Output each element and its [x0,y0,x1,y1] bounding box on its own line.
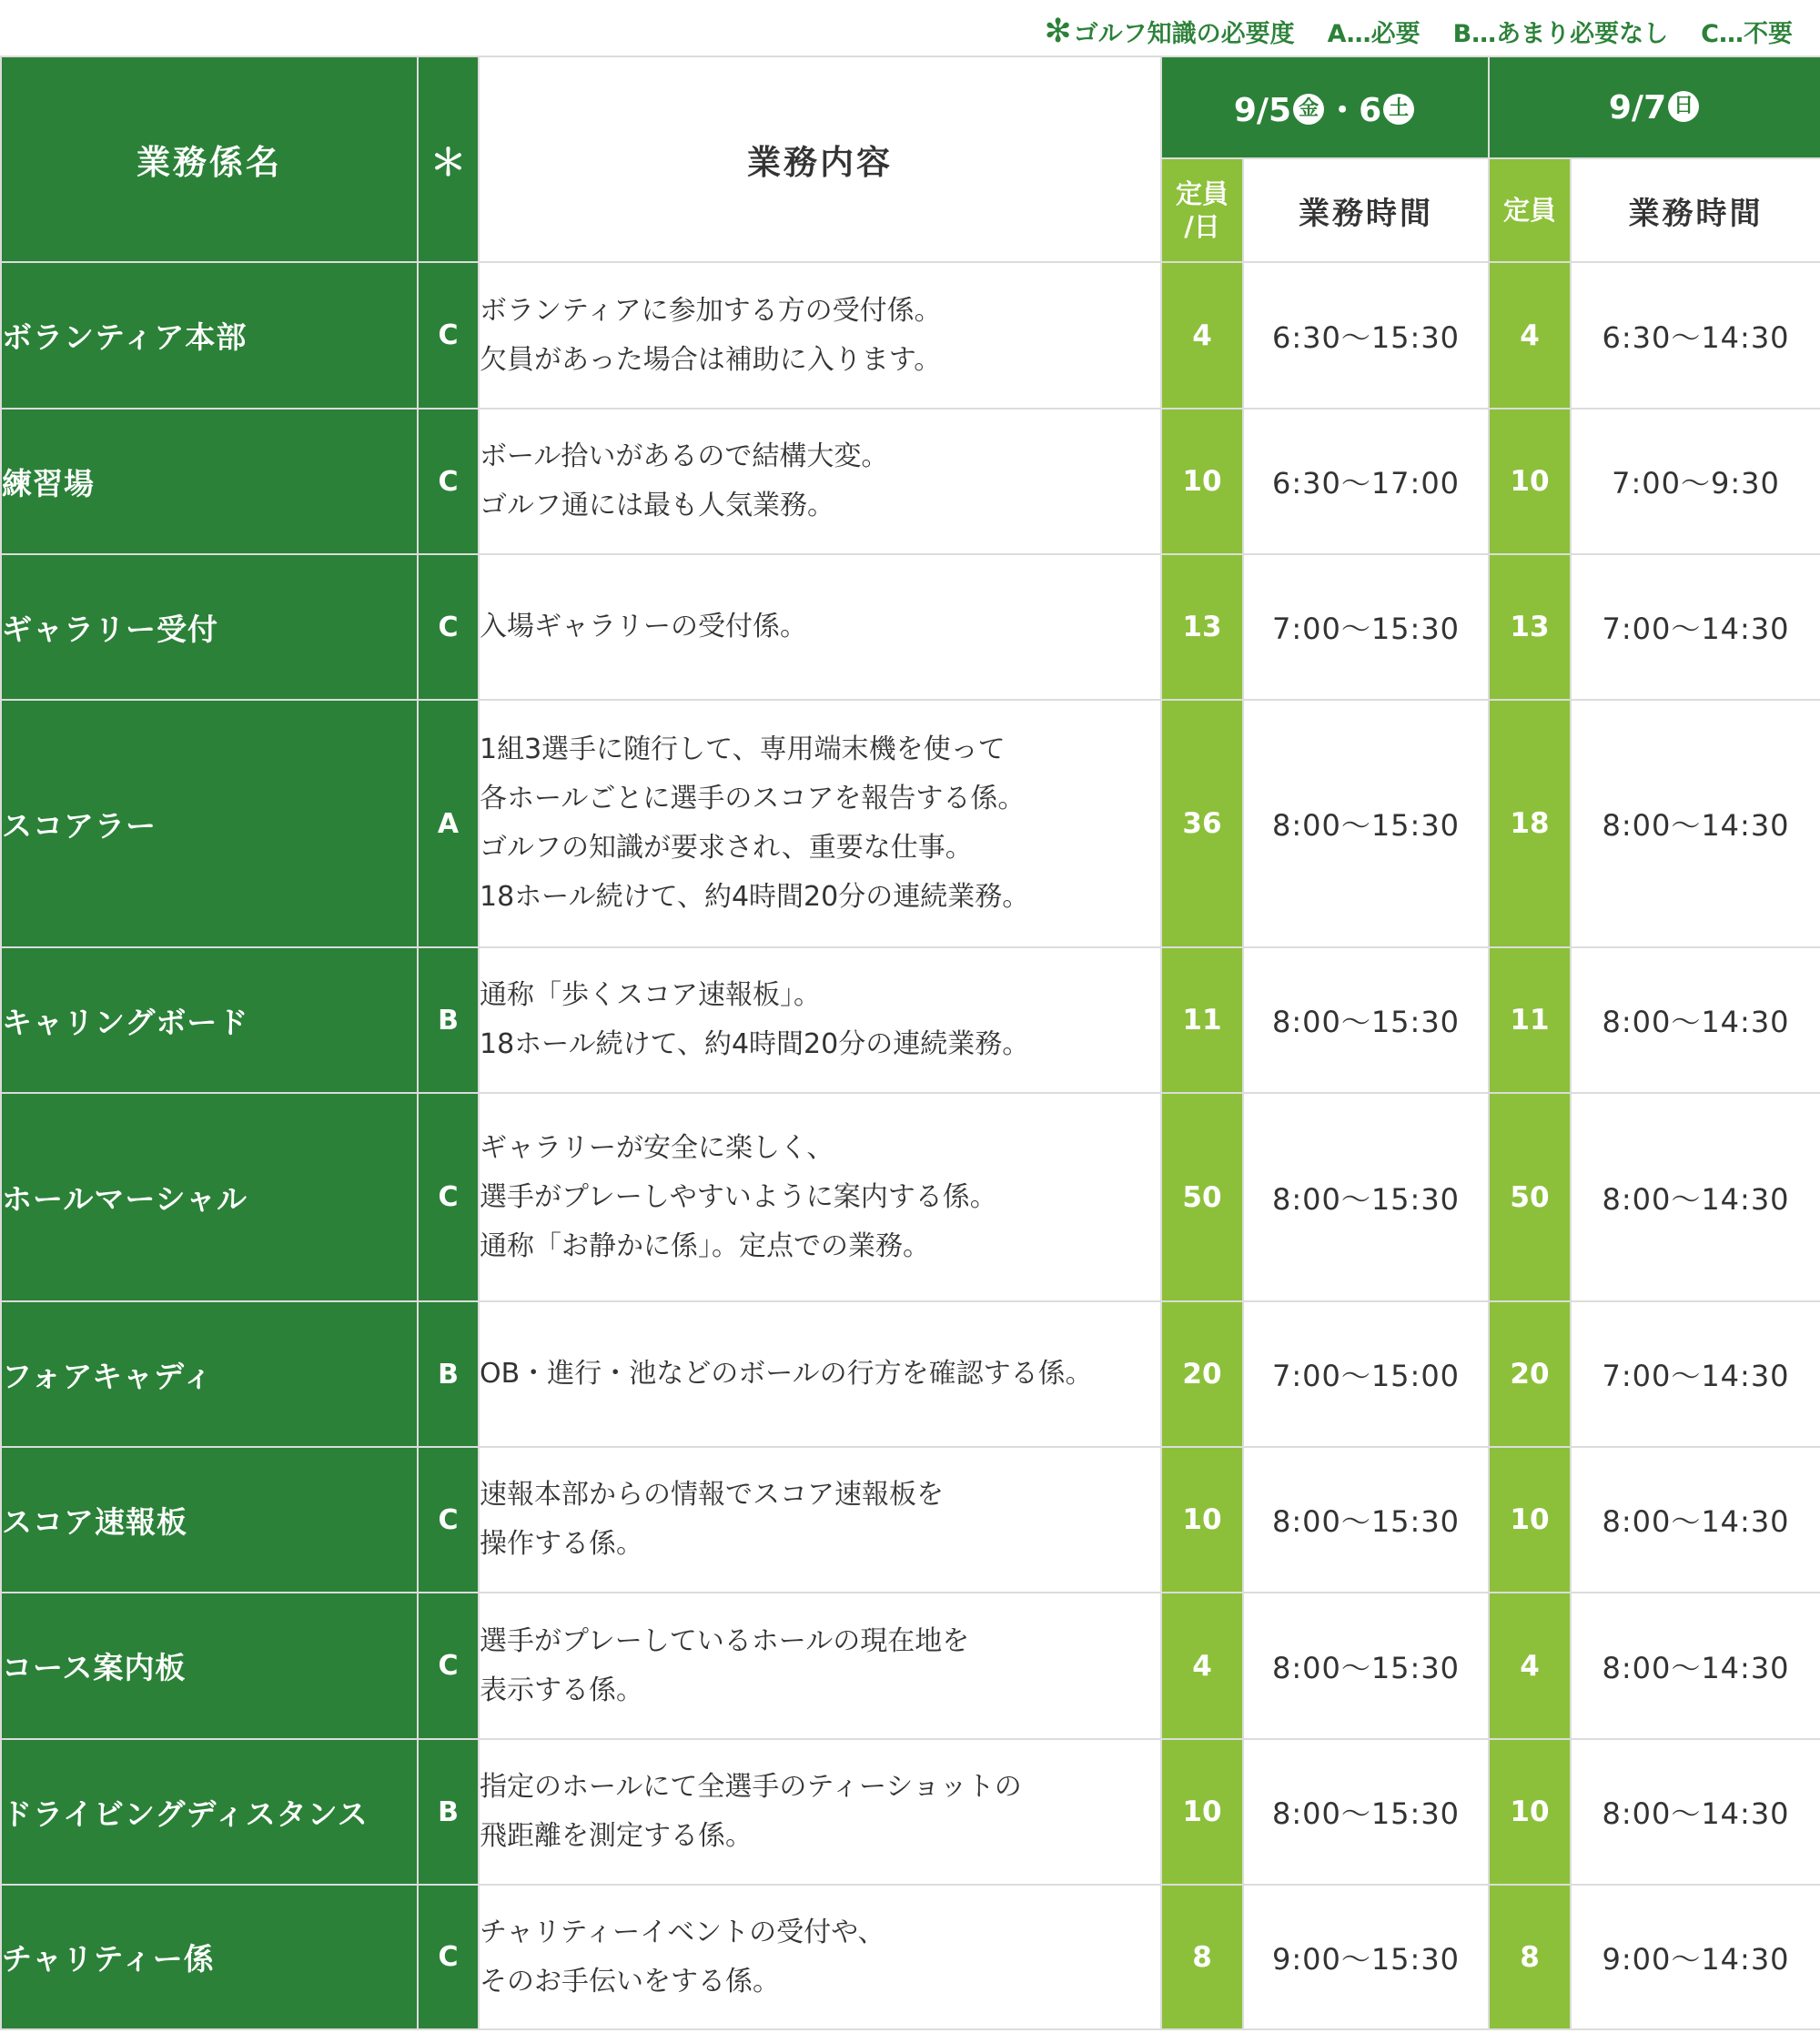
capacity-1: 8 [1161,1885,1243,2029]
capacity-1-line-1: 定員 [1175,177,1228,209]
capacity-1: 50 [1161,1093,1243,1301]
capacity-2: 10 [1489,409,1571,554]
role-description [479,554,1161,700]
time-1: 8:00～15:30 [1243,947,1489,1093]
role-name: スコア速報板 [1,1447,418,1593]
description-line: 通称「歩くスコア速報板」。 [480,979,821,1011]
description-line: 表示する係。 [480,1674,643,1706]
description-line: OB・進行・池などのボールの行方を確認する係。 [480,1358,1093,1390]
table-row [1,409,1820,554]
capacity-1: 10 [1161,1447,1243,1593]
header-capacity-1 [1161,158,1243,262]
description-line: ボール拾いがあるので結構大変。 [480,440,889,472]
capacity-2: 11 [1489,947,1571,1093]
description-line: 18ホール続けて、約4時間20分の連続業務。 [480,1028,1030,1060]
description-line: チャリティーイベントの受付や、 [480,1916,885,1948]
volunteer-roles-table [0,56,1820,2030]
capacity-2: 8 [1489,1885,1571,2029]
header-capacity-2: 定員 [1489,158,1571,262]
capacity-1: 10 [1161,1739,1243,1885]
description-line: 選手がプレーしているホールの現在地を [480,1624,970,1657]
time-2: 8:00～14:30 [1571,700,1820,947]
date-1-mid: ・6 [1326,91,1382,129]
knowledge-level: B [418,1739,479,1885]
description-line: ゴルフの知識が要求され、重要な仕事。 [480,832,973,864]
time-1: 6:30～15:30 [1243,262,1489,409]
friday-badge: 金 [1293,94,1324,125]
date-1-text: 9/5 [1233,91,1292,129]
table-row [1,1447,1820,1593]
time-2: 8:00～14:30 [1571,1093,1820,1301]
role-description [479,1885,1161,2029]
description-line: 速報本部からの情報でスコア速報板を [480,1479,944,1511]
role-description [479,1093,1161,1301]
capacity-1: 10 [1161,409,1243,554]
description-line: 操作する係。 [480,1528,643,1560]
asterisk-icon: ✻ [1044,12,1072,50]
knowledge-level: C [418,262,479,409]
time-2: 7:00～9:30 [1571,409,1820,554]
capacity-1: 36 [1161,700,1243,947]
header-date-2 [1489,56,1820,158]
capacity-1: 4 [1161,262,1243,409]
description-line: 飛距離を測定する係。 [480,1820,753,1852]
header-time-1: 業務時間 [1243,158,1489,262]
role-name: キャリングボード [1,947,418,1093]
capacity-2: 4 [1489,262,1571,409]
description-line: 入場ギャラリーの受付係。 [480,611,807,642]
legend-b: B…あまり必要なし [1452,19,1669,48]
time-2: 8:00～14:30 [1571,1739,1820,1885]
description-line: 指定のホールにて全選手のティーショットの [480,1771,1022,1803]
role-description [479,1593,1161,1739]
knowledge-level: C [418,1447,479,1593]
role-name: コース案内板 [1,1593,418,1739]
capacity-2: 13 [1489,554,1571,700]
time-1: 7:00～15:00 [1243,1301,1489,1447]
role-name: ドライビングディスタンス [1,1739,418,1885]
table-row [1,1739,1820,1885]
table-row [1,1593,1820,1739]
capacity-1: 13 [1161,554,1243,700]
table-row [1,1885,1820,2029]
table-row [1,262,1820,409]
description-line: 通称「お静かに係」。定点での業務。 [480,1229,930,1262]
table-row [1,947,1820,1093]
legend-a: A…必要 [1327,19,1421,48]
table-row [1,700,1820,947]
description-line: ボランティアに参加する方の受付係。 [480,294,942,327]
capacity-1-line-2: /日 [1184,211,1220,242]
knowledge-level: B [418,947,479,1093]
time-2: 8:00～14:30 [1571,1447,1820,1593]
legend-title [1045,13,1295,50]
description-line: ゴルフ通には最も人気業務。 [480,490,834,521]
role-name: ボランティア本部 [1,262,418,409]
legend-title-text: ゴルフ知識の必要度 [1073,19,1295,48]
description-line: 欠員があった場合は補助に入ります。 [480,343,942,376]
role-name: ホールマーシャル [1,1093,418,1301]
time-1: 8:00～15:30 [1243,1739,1489,1885]
time-1: 9:00～15:30 [1243,1885,1489,2029]
role-description [479,1301,1161,1447]
time-1: 6:30～17:00 [1243,409,1489,554]
capacity-2: 18 [1489,700,1571,947]
knowledge-level: C [418,409,479,554]
knowledge-level: C [418,1593,479,1739]
role-description [479,700,1161,947]
time-2: 7:00～14:30 [1571,554,1820,700]
header-knowledge: ＊ [418,56,479,262]
saturday-badge: 土 [1383,94,1414,125]
time-2: 6:30～14:30 [1571,262,1820,409]
role-name: スコアラー [1,700,418,947]
knowledge-level: A [418,700,479,947]
role-description [479,1447,1161,1593]
time-2: 7:00～14:30 [1571,1301,1820,1447]
knowledge-level: C [418,554,479,700]
legend [1045,13,1794,49]
role-description [479,947,1161,1093]
description-line: 1組3選手に随行して、専用端末機を使って [480,733,1006,765]
table-row [1,1301,1820,1447]
role-description [479,262,1161,409]
knowledge-level: C [418,1885,479,2029]
time-1: 8:00～15:30 [1243,700,1489,947]
capacity-2: 4 [1489,1593,1571,1739]
role-name: ギャラリー受付 [1,554,418,700]
role-name: チャリティー係 [1,1885,418,2029]
role-description [479,409,1161,554]
time-1: 8:00～15:30 [1243,1093,1489,1301]
capacity-1: 11 [1161,947,1243,1093]
time-2: 8:00～14:30 [1571,1593,1820,1739]
role-name: フォアキャディ [1,1301,418,1447]
header-role-name: 業務係名 [1,56,418,262]
date-2-text: 9/7 [1608,88,1667,126]
header-content: 業務内容 [479,56,1161,262]
time-2: 9:00～14:30 [1571,1885,1820,2029]
header-date-1 [1161,56,1489,158]
capacity-2: 10 [1489,1739,1571,1885]
role-description [479,1739,1161,1885]
time-2: 8:00～14:30 [1571,947,1820,1093]
capacity-2: 20 [1489,1301,1571,1447]
description-line: 各ホールごとに選手のスコアを報告する係。 [480,783,1026,814]
header-time-2: 業務時間 [1571,158,1820,262]
time-1: 8:00～15:30 [1243,1593,1489,1739]
capacity-1: 20 [1161,1301,1243,1447]
knowledge-level: B [418,1301,479,1447]
table-row [1,554,1820,700]
time-1: 7:00～15:30 [1243,554,1489,700]
description-line: そのお手伝いをする係。 [480,1965,780,1998]
capacity-2: 10 [1489,1447,1571,1593]
legend-c: C…不要 [1701,19,1793,48]
table-row [1,1093,1820,1301]
description-line: 18ホール続けて、約4時間20分の連続業務。 [480,881,1030,913]
capacity-1: 4 [1161,1593,1243,1739]
knowledge-level: C [418,1093,479,1301]
capacity-2: 50 [1489,1093,1571,1301]
time-1: 8:00～15:30 [1243,1447,1489,1593]
description-line: ギャラリーが安全に楽しく、 [480,1131,834,1164]
role-name: 練習場 [1,409,418,554]
description-line: 選手がプレーしやすいように案内する係。 [480,1180,997,1213]
sunday-badge: 日 [1668,91,1699,122]
